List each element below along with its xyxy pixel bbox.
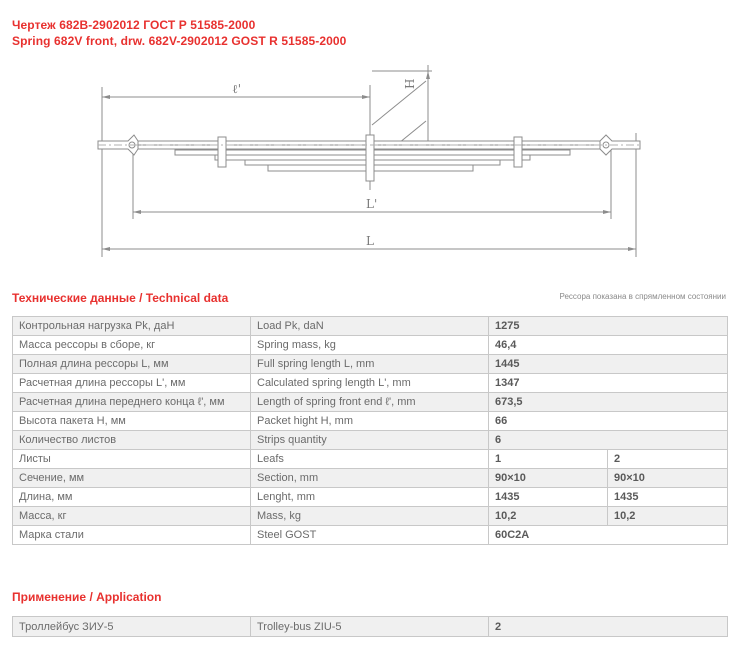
param-name-en: Packet hight H, mm [251,412,489,431]
param-name-ru: Полная длина рессоры L, мм [13,355,251,374]
table-row [13,374,728,393]
table-row [13,336,728,355]
param-name-en: Load Pk, daN [251,317,489,336]
param-name-en: Calculated spring length L', mm [251,374,489,393]
param-name-ru: Масса, кг [13,507,251,526]
leader-line-1 [372,78,426,125]
param-value-leaf-1: 1 [489,450,608,469]
param-name-ru: Длина, мм [13,488,251,507]
straightened-state-note: Рессора показана в спрямленном состоянии [559,292,726,301]
technical-data-title: Технические данные / Technical data [12,291,229,305]
param-name-en: Length of spring front end ℓ', mm [251,393,489,412]
spring-drawing [0,55,750,265]
application-table [12,616,728,637]
arrow-height-top [426,71,430,79]
dim-label-full-length: L [366,234,374,248]
dim-label-calc-length: L' [366,197,378,211]
arrow-front-right [362,95,370,99]
param-name-en: Mass, kg [251,507,489,526]
table-row [13,431,728,450]
param-name-en: Lenght, mm [251,488,489,507]
table-row [13,412,728,431]
param-value: 1347 [489,374,728,393]
param-value: 66 [489,412,728,431]
table-row [13,317,728,336]
param-value-leaf-1: 1435 [489,488,608,507]
dim-label-front-end: ℓ' [232,82,242,96]
table-row [13,507,728,526]
param-value: 46,4 [489,336,728,355]
param-value-leaf-2: 10,2 [608,507,728,526]
table-row [13,469,728,488]
clamp-right [514,137,522,167]
param-value-leaf-1: 90×10 [489,469,608,488]
arrow-full-right [628,247,636,251]
param-name-ru: Высота пакета H, мм [13,412,251,431]
param-name-ru: Масса рессоры в сборе, кг [13,336,251,355]
param-name-ru: Количество листов [13,431,251,450]
arrow-full-left [102,247,110,251]
param-name-ru: Марка стали [13,526,251,545]
param-name-en: Leafs [251,450,489,469]
param-name-en: Section, mm [251,469,489,488]
param-name-en: Steel GOST [251,526,489,545]
param-value: 673,5 [489,393,728,412]
param-value: 1445 [489,355,728,374]
param-value-leaf-2: 2 [608,450,728,469]
drawing-title-en: Spring 682V front, drw. 682V-2902012 GOST R 51585-2000 [12,34,347,48]
table-row [13,488,728,507]
param-value: 1275 [489,317,728,336]
technical-data-table [12,316,728,545]
quantity-value: 2 [489,617,728,637]
arrow-front-left [102,95,110,99]
table-row [13,355,728,374]
param-name-ru: Расчетная длина переднего конца ℓ', мм [13,393,251,412]
param-value: 60С2А [489,526,728,545]
param-value-leaf-1: 10,2 [489,507,608,526]
param-value-leaf-2: 90×10 [608,469,728,488]
dim-label-height: H [403,78,417,89]
arrow-calc-right [603,210,611,214]
vehicle-name-en: Trolley-bus ZIU-5 [251,617,489,637]
table-row [13,526,728,545]
param-name-en: Spring mass, kg [251,336,489,355]
drawing-title-ru: Чертеж 682В-2902012 ГОСТ Р 51585-2000 [12,18,256,32]
param-name-ru: Расчетная длина рессоры L', мм [13,374,251,393]
vehicle-name-ru: Троллейбус ЗИУ-5 [13,617,251,637]
param-name-en: Strips quantity [251,431,489,450]
param-value: 6 [489,431,728,450]
param-name-ru: Листы [13,450,251,469]
param-value-leaf-2: 1435 [608,488,728,507]
application-title: Применение / Application [12,590,162,604]
clamp-left [218,137,226,167]
table-row [13,617,728,637]
arrow-calc-left [133,210,141,214]
center-bolt [366,135,374,181]
param-name-ru: Сечение, мм [13,469,251,488]
param-name-en: Full spring length L, mm [251,355,489,374]
table-row [13,450,728,469]
param-name-ru: Контрольная нагрузка Pk, даН [13,317,251,336]
table-row [13,393,728,412]
